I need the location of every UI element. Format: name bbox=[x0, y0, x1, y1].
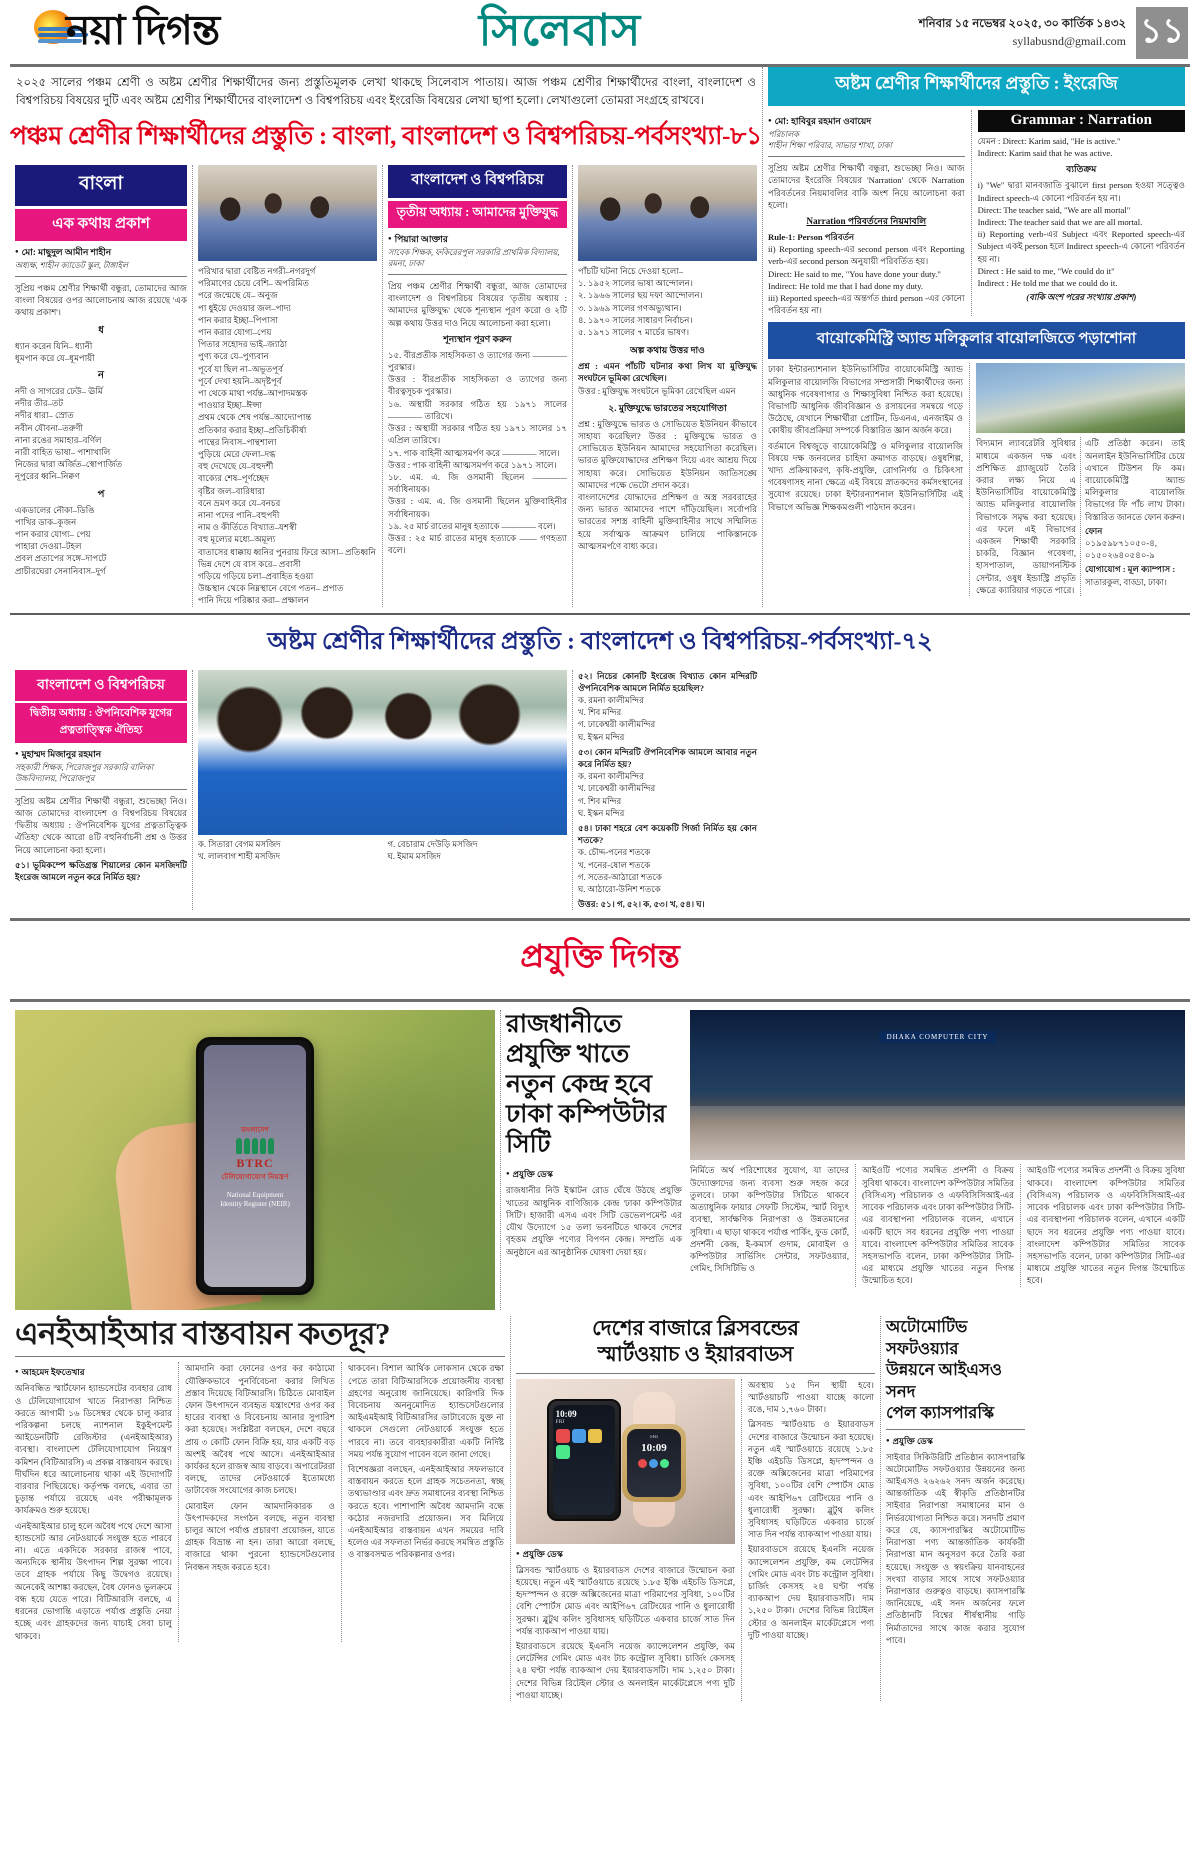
class8-option: ক. সিতারা বেগম মসজিদ bbox=[198, 838, 281, 849]
watch-screen-time: 10:09 bbox=[641, 1442, 667, 1455]
paper-logo bbox=[12, 0, 262, 68]
english-rule1: Rule-1: Person পরিবর্তন bbox=[768, 231, 855, 242]
biochem-phone2: ০১৫০২৬৪০৫৪০-৯ bbox=[1085, 550, 1155, 561]
bangla-item: বৃষ্টির জল–বারিধারা bbox=[198, 485, 265, 496]
bangla-item: পুণ্য করে যে–পুণ্যবান bbox=[198, 351, 269, 362]
english-line: Indirect: Karim said that he was active. bbox=[977, 148, 1113, 159]
dcc-headline: রাজধানীতে প্রযুক্তি খাতে নতুন কেন্দ্র হবে ঢাকা কম্পিউটার সিটি bbox=[506, 1011, 667, 1159]
class8-question: ৫৪। ঢাকা শহরে বেশ কয়েকটি গির্জা নির্মিত হয় কোন শতকে? bbox=[578, 823, 757, 846]
students-photo bbox=[578, 165, 757, 261]
class8-question: ৫২। নিচের কোনটি ইংরেজ বিখ্যাত কোন মন্দিরটি ঔপনিবেশিক আমলে নির্মিত হয়েছিল? bbox=[578, 670, 757, 693]
bangla-item: পরিমাণের চেয়ে বেশি– অপরিমিত bbox=[198, 278, 309, 289]
class5-banner: পঞ্চম শ্রেণীর শিক্ষার্থীদের প্রস্তুতি : বাংলা, বাংলাদেশ ও বিশ্বপরিচয়-পর্বসংখ্যা-৮১ bbox=[10, 122, 762, 150]
biochem-contact-label: যোগাযোগ : মূল ক্যাম্পাস : bbox=[1085, 564, 1176, 575]
class5-region bbox=[10, 67, 762, 607]
class8-bgs-region bbox=[10, 670, 762, 911]
casperski-desk: ● প্রযুক্তি ডেস্ক bbox=[886, 1435, 1025, 1449]
casperski-body: সাইবার সিকিউরিটি প্রতিষ্ঠান ক্যাসপারস্কি অটোমোটিভ সফটওয়্যার উন্নয়নের জন্য আইএসও ২৬২৬২ সনদ অর্জন করেছে। আন্তর্জাতিক এই স্বীকৃতি প্রতিষ্ঠানটির সাইবার নিরাপত্তা সমাধানের মান ও নির্ভরযোগ্যতা নিশ্চিত করে। সনদটি প্রমাণ করে যে, ক্যাসপারস্কির অটোমোটিভ নিরাপত্তা পণ্য আন্তর্জাতিক কার্যকরী নিরাপত্তা মান অনুসরণ করে তৈরি করা হয়েছে। সংযুক্ত ও স্বয়ংক্রিয় যানবাহনের সংখ্যা বাড়ার সাথে সাথে সফটওয়্যার নিরাপত্তার গুরুত্বও বাড়ছে। ক্যাসপারস্কি জানিয়েছে, এই সনদ অর্জনের ফলে প্রতিষ্ঠানটি বিশ্বের শীর্ষস্থানীয় গাড়ি নির্মাতাদের সাথে কাজ করার সুযোগ পাবে। bbox=[886, 1451, 1025, 1645]
class8-option: ঘ. ইস্কন মন্দির bbox=[578, 731, 625, 742]
contact-email: syllabusnd@gmail.com bbox=[1012, 33, 1126, 48]
top-section bbox=[10, 67, 1190, 607]
neir-col1-body: অনিবন্ধিত স্মার্টফোন হ্যান্ডসেটের ব্যবহার রোধ ও টেলিযোগাযোগ খাতে নিরাপত্তা নিশ্চিত করতে আগামী ১৬ ডিসেম্বর থেকে চালু করার পরিকল্পনা চলছে ন্যাশনাল ইকুইপমেন্ট আইডেনটিটি রেজিস্টার (এনইআইআর) ব্যবস্থা। বাংলাদেশ টেলিযোগাযোগ নিয়ন্ত্রণ কমিশন (বিটিআরসি) এ প্রকল্প বাস্তবায়ন করছে। দীর্ঘদিন ধরে আলোচনায় থাকা এই উদ্যোগটি বারবার পিছিয়েছে। কর্তৃপক্ষ বলছে, এবার তা চূড়ান্ত পর্যায়ে রয়েছে এবং পরীক্ষামূলক কার্যক্রমও শুরু হয়েছে। bbox=[15, 1383, 172, 1516]
bangla-item: পানি দিয়ে পরিষ্কার করা– প্রক্ষালন bbox=[198, 595, 309, 606]
neir-col1 bbox=[15, 1362, 178, 1641]
biochem-body2: বর্তমানে বিশ্বজুড়ে বায়োকেমিস্ট্রি ও মলিকুলার বায়োলজি বিষয়ে দক্ষ জনবলের চাহিদা ক্রমাগত বাড়ছে। ওষুধশিল্প, খাদ্য প্রক্রিয়াকরণ, কৃষি-প্রযুক্তি, রোগনির্ণয় ও চিকিৎসা গবেষণাসহ নানা ক্ষেত্রে এই বিষয়ে স্নাতকদের কর্মসংস্থানের সুযোগ রয়েছে। ঢাকা ইন্টারন্যাশনাল ইউনিভার্সিটির এই বিভাগে অভিজ্ঞ শিক্ষকমণ্ডলী পাঠদান করেন। bbox=[768, 440, 963, 512]
smartwatch-body2-dup: ব্লিসবন্ড স্মার্টওয়াচ ও ইয়ারবাডস দেশের বাজারে উন্মোচন করা হয়েছে। নতুন এই স্মার্টওয়াচে রয়েছে ১.৮৫ ইঞ্চি এইচডি ডিসপ্লে, হৃদস্পন্দন ও রক্তে অক্সিজেনের মাত্রা পরিমাপের সুবিধা, ১০০টির বেশি স্পোর্টস মোড এবং আইপি৬৭ রেটিংয়ের পানি ও ধুলারোধী সুরক্ষা। ব্লুটুথ কলিং সুবিধাসহ ঘড়িটিতে একবার চার্জে সাত দিন পর্যন্ত ব্যাকআপ পাওয়া যায়। bbox=[748, 1419, 874, 1540]
bgs-question: ১৫. বীরপ্রতীক সাহসিকতা ও ত্যাগের জন্য ―――― পুরস্কার। bbox=[388, 349, 567, 373]
bangla-item: পুড়িয়ে মেরে ফেলা–দগ্ধ bbox=[198, 448, 276, 459]
bangla-item: নানা রঙের সমাহার–বর্ণিল bbox=[15, 434, 102, 445]
bgs-answer: উত্তর : অস্থায়ী সরকার গঠিত হয় ১৯৭১ সালের ১৭ এপ্রিল তারিখে। bbox=[388, 423, 567, 446]
bangla-item: পা ধুইয়ে দেওয়ার জল–পাদ্য bbox=[198, 302, 291, 313]
tech-banner: প্রযুক্তি দিগন্ত bbox=[520, 938, 680, 975]
smartwatch-photo-col bbox=[516, 1379, 741, 1701]
bangla-item: নবীন যৌবনা–তরুণী bbox=[15, 422, 83, 433]
bangla-item: নদী ও সাগরের ঢেউ– ঊর্মি bbox=[15, 386, 103, 397]
watch-case bbox=[622, 1424, 686, 1502]
bangla-item: ভিন্ন দেশে যে বাস করে– প্রবাসী bbox=[198, 558, 301, 569]
bangla-topic-box: এক কথায় প্রকাশ bbox=[15, 209, 187, 241]
btrc-logo-icon bbox=[236, 1138, 274, 1154]
biochem-region bbox=[768, 322, 1185, 596]
class8-option: ক. রমনা কালীমন্দির bbox=[578, 771, 644, 782]
section-title: সিলেবাস bbox=[478, 5, 642, 55]
bangla-letter: প bbox=[97, 488, 105, 500]
class8-lead: সুপ্রিয় অষ্টম শ্রেণীর শিক্ষার্থী বন্ধুরা, শুভেচ্ছা নিও। আজ তোমাদের বাংলাদেশ ও বিশ্বপরিচয় বিষয়ের 'দ্বিতীয় অধ্যায় : ঔপনিবেশিক যুগের প্রত্নতাত্ত্বিক ঐতিহ্য' থেকে আরো ৪টি বহুনির্বাচনী প্রশ্ন ও উত্তর নিয়ে আলোচনা করা হলো। bbox=[15, 795, 187, 855]
bangla-item: গড়িয়ে গড়িয়ে চলা–প্রবাহিত হওয়া bbox=[198, 571, 314, 582]
smartwatch-headline-l2: স্মার্টওয়াচ ও ইয়ারবাডস bbox=[597, 1342, 794, 1367]
dcc-body-col3 bbox=[1020, 1164, 1185, 1286]
dcc-body3: আইওটি পণ্যের সমন্বিত প্রদর্শনী ও বিক্রয় সুবিধা থাকবে। বাংলাদেশ কম্পিউটার সমিতির (বিসিএস) পরিচালক ও এফবিসিসিআই-এর সাবেক পরিচালক এবং ঢাকা কম্পিউটার সিটি-এর ব্যবস্থাপনা পরিচালক বলেন, এখানে একটি ছাদে সব ধরনের প্রযুক্তি পণ্য পাওয়া যাবে। বাংলাদেশ কম্পিউটার সমিতির সাবেক সহসভাপতি বলেন, ঢাকা কম্পিউটার সিটি-এর মাধ্যমে প্রযুক্তি খাতের নতুন দিগন্ত উন্মোচিত হবে। bbox=[862, 1165, 1014, 1286]
page-number: ১১ bbox=[1136, 7, 1188, 59]
bgs-subject-box: বাংলাদেশ ও বিশ্বপরিচয় bbox=[388, 165, 567, 198]
class8-bgs-col1 bbox=[10, 670, 192, 911]
bangla-item: পরে জন্মেছে যে– অনুজ bbox=[198, 290, 278, 301]
biochem-phone1: ০১৯৫৯৮৭১০৫০-৪, bbox=[1085, 537, 1157, 548]
class8-bgs-photo-col bbox=[192, 670, 572, 911]
class8-option: খ. ঢাকেশ্বরী কালীমন্দির bbox=[578, 783, 656, 794]
bgs-column bbox=[382, 165, 572, 607]
bangla-item: নাম ও কীর্তিতে বিখ্যাত–যশস্বী bbox=[198, 522, 297, 533]
bangla-item: পান করার যোগ্য–পেয় bbox=[198, 326, 272, 337]
watch-screen-day: FRI bbox=[650, 1435, 658, 1441]
bangla-letter: ধ bbox=[98, 324, 104, 336]
bgs-answer: উত্তর : বীরপ্রতীক সাহসিকতা ও ত্যাগের জন্য বীরত্বসূচক পুরস্কার। bbox=[388, 374, 567, 397]
bgs-extra-line: ৫. ১৯৭১ সালের ৭ মার্চের ভাষণ। bbox=[578, 326, 690, 337]
class8-option: গ. ঢাকেশ্বরী কালীমন্দির bbox=[578, 719, 656, 730]
english-right-col bbox=[971, 110, 1185, 316]
bangla-list bbox=[198, 265, 377, 607]
dcc-body-col1 bbox=[690, 1164, 855, 1286]
english-lead: সুপ্রিয় অষ্টম শ্রেণীর শিক্ষার্থী বন্ধুরা, শুভেচ্ছা নিও। আজ তোমাদের ইংরেজি বিষয়ের 'Narration' থেকে Narration পরিবর্তনের নিয়মাবলির বাকি অংশ নিয়ে আলোচনা করা হলো। bbox=[768, 163, 965, 210]
bangla-letter: ন bbox=[98, 370, 104, 382]
class8-option: ঘ. ইমাম মসজিদ bbox=[387, 850, 441, 861]
phone-screen bbox=[204, 1045, 306, 1287]
bgs-answer-list bbox=[578, 265, 757, 552]
bangla-item: পাখির ডাক–কূজন bbox=[15, 516, 77, 527]
class8-option: ক. রমনা কালীমন্দির bbox=[578, 695, 644, 706]
dcc-body-col2 bbox=[855, 1164, 1020, 1286]
bangla-item: পূর্বে যা ছিল না–অভূতপূর্ব bbox=[198, 363, 283, 374]
english-banner: অষ্টম শ্রেণীর শিক্ষার্থীদের প্রস্তুতি : ইংরেজি bbox=[768, 67, 1185, 106]
english-example-direct: Direct: He said to me, "You have done your duty." bbox=[768, 268, 941, 279]
class8-option: ক. চৌদ্দ-পনের শতকে bbox=[578, 847, 651, 858]
bgs-answers-column bbox=[572, 165, 762, 607]
bgs-extra-line: ৩. ১৯৬৯ সালের গণঅভ্যুত্থান। bbox=[578, 302, 682, 313]
class8-option: গ. সতের-আঠারো শতকে bbox=[578, 871, 663, 882]
exception-head: ব্যতিক্রম bbox=[1066, 164, 1097, 175]
bangla-item: প্রাচীরঘেরা সেনানিবাস–দুর্গ bbox=[15, 565, 106, 576]
bgs-answer: উত্তর : এম. এ. জি ওসমানী ছিলেন মুক্তিবাহিনীর সর্বাধিনায়ক। bbox=[388, 496, 567, 519]
bgs-blank-head: শূন্যস্থান পূরণ করুন bbox=[443, 333, 512, 344]
phone-face bbox=[553, 1405, 615, 1515]
bangla-list-column bbox=[192, 165, 382, 607]
watch-time: 10:09 bbox=[555, 1408, 577, 1419]
class8-option: খ. পনের-ষোল শতকে bbox=[578, 859, 651, 870]
btrc-arc-text2: টেলিযোগাযোগ নিয়ন্ত্রণ bbox=[221, 1172, 289, 1181]
biochem-phone-label: ফোন bbox=[1085, 525, 1103, 536]
bgs-col3-head: ২. মুক্তিযুদ্ধে ভারতের সহযোগিতা bbox=[608, 402, 727, 413]
class8-bgs-questions-col bbox=[572, 670, 762, 911]
bangla-item: নদীর তীর–তট bbox=[15, 398, 64, 409]
class8-author-sub: সহকারী শিক্ষক, পিরোজপুর সরকারি বালিকা উচ্চবিদ্যালয়, পিরোজপুর bbox=[15, 762, 154, 783]
neir-col2 bbox=[178, 1362, 341, 1641]
class8-topic-line2: প্রত্নতাত্ত্বিক ঐতিহ্য bbox=[59, 724, 143, 736]
smartwatch-body1: অবস্থায় ১৫ দিন স্থায়ী হবে। স্মার্টওয়াচটি পাওয়া যাচ্ছে কালো রঙে, দাম ১,৭৬০ টাকা। bbox=[748, 1379, 874, 1415]
bangla-column bbox=[10, 165, 192, 607]
english-rules-head: Narration পরিবর্তনের নিয়মাবলি bbox=[806, 215, 927, 226]
class8-bgs-banner: অষ্টম শ্রেণীর শিক্ষার্থীদের প্রস্তুতি : বাংলাদেশ ও বিশ্বপরিচয়-পর্বসংখ্যা-৭২ bbox=[267, 628, 933, 655]
dcc-headline-col bbox=[506, 1010, 690, 1286]
bangla-item: নারী বাহিত ভাষা– পাশাখালি bbox=[15, 447, 111, 458]
class8-subject-box: বাংলাদেশ ও বিশ্বপরিচয় bbox=[15, 670, 187, 701]
tech-divider-bottom bbox=[10, 999, 1190, 1002]
smartwatch-body3: ইয়ারবাডসে রয়েছে ইএনসি নয়েজ ক্যান্সেলেশন প্রযুক্তি, কম লেটেন্সির গেমিং মোড এবং টাচ কন্ট্রোল সুবিধা। চার্জিং কেসসহ ২৪ ঘণ্টা পর্যন্ত ব্যাকআপ দেয় ইয়ারবাডসটি। দাম ১,২৫০ টাকা। দেশের বিভিন্ন রিটেইল স্টোর ও অনলাইন মার্কেটপ্লেসে পণ্য দুটি পাওয়া যাচ্ছে। bbox=[516, 1640, 735, 1700]
tech-top-row bbox=[10, 1010, 1190, 1310]
smartwatch-region bbox=[510, 1316, 880, 1700]
bangla-item: বাতাসের ধাক্কায় ধ্বনির পুনরায় ফিরে আসা– প্রতিধ্বনি bbox=[198, 546, 376, 557]
class8-english-region bbox=[762, 67, 1190, 607]
section-title-wrap bbox=[262, 0, 858, 70]
biochem-col4 bbox=[1080, 437, 1185, 596]
classroom-photo bbox=[198, 165, 377, 261]
bangla-item: প্রথম থেকে শেষ পর্যন্ত–আদ্যোপান্ত bbox=[198, 412, 312, 423]
bangla-item: বহু মূল্যের মধ্যে–অমূল্য bbox=[198, 534, 276, 545]
class8-option: খ. শিব মন্দির bbox=[578, 707, 622, 718]
class8-option: ঘ. আঠারো-উনিশ শতকে bbox=[578, 884, 661, 895]
casperski-headline-l3: পেল ক্যাসপারস্কি bbox=[886, 1403, 994, 1423]
bangla-item: ধ্যান করেন যিনি– ধ্যানী bbox=[15, 340, 93, 351]
class8-option: ঘ. ইস্কন মন্দির bbox=[578, 807, 625, 818]
neir-phone-photo bbox=[15, 1010, 495, 1310]
smartwatch-body3-dup: ইয়ারবাডসে রয়েছে ইএনসি নয়েজ ক্যান্সেলেশন প্রযুক্তি, কম লেটেন্সির গেমিং মোড এবং টাচ কন্ট্রোল সুবিধা। চার্জিং কেসসহ ২৪ ঘণ্টা পর্যন্ত ব্যাকআপ দেয় ইয়ারবাডসটি। দাম ১,২৫০ টাকা। দেশের বিভিন্ন রিটেইল স্টোর ও অনলাইন মার্কেটপ্লেসে পণ্য দুটি পাওয়া যাচ্ছে। bbox=[748, 1544, 874, 1640]
class8-answers: উত্তর: ৫১। গ, ৫২। ক, ৫৩। খ, ৫৪। ঘ। bbox=[578, 899, 705, 910]
casperski-region bbox=[880, 1316, 1030, 1700]
class8-options-left bbox=[198, 838, 383, 862]
smartwatch-desk: ● প্রযুক্তি ডেস্ক bbox=[516, 1548, 735, 1562]
bgs-question: ১৮. এম. এ. জি ওসমানী ছিলেন ―――― সর্বাধিনায়ক। bbox=[388, 471, 567, 495]
english-exception: ii) Reporting verb-এর Subject এবং Reported speech-এর Subject একই person হলে Indirect speech-এ কোনো পরিবর্তন হয় না। bbox=[977, 229, 1185, 264]
smartwatch-text-col bbox=[741, 1379, 874, 1701]
dcc-body2: নির্মিতে অর্থ পরিশোধের সুযোগ, যা তাদের উদ্যোক্তাদের জন্য ব্যবসা শুরু সহজ করে তুলবে। ঢাকা কম্পিউটার সিটিতে থাকবে অত্যাধুনিক ফায়ার সেফটি সিস্টেম, স্মার্ট বিদ্যুৎ ব্যবস্থা, সার্বক্ষণিক নিরাপত্তা ও উন্নতমানের সুবিধা। এ ছাড়া থাকবে পর্যাপ্ত পার্কিং, ফুড কোর্ট, প্রদর্শনী কেন্দ্র, ই-কমার্স গুদাম, মোবাইল ও কম্পিউটার সার্ভিসিং সেন্টার, সফটওয়্যার, গেমিং, সিসিটিভি ও bbox=[690, 1165, 849, 1274]
bgs-extra-line: ২. ১৯৬৬ সালের ছয় দফা আন্দোলন। bbox=[578, 290, 703, 301]
neir-cols bbox=[15, 1362, 505, 1641]
class5-columns bbox=[10, 165, 762, 607]
bangla-author-sub: অধ্যক্ষ, শাহীন ক্যাডেট স্কুল, টাঙ্গাইল bbox=[15, 260, 128, 270]
neir-col1b-body: এনইআইআর চালু হলে অবৈধ পথে দেশে আসা হ্যান্ডসেট আর নেটওয়ার্কে সংযুক্ত হতে পারবে না। এতে একদিকে সরকার রাজস্ব পাবে, অন্যদিকে স্থানীয় উৎপাদন শিল্প সুরক্ষা পাবে। তবে গ্রাহক পর্যায়ে কিছু উদ্বেগও রয়েছে। অনেকেই আশঙ্কা করছেন, বৈধ ফোনও ভুলক্রমে বন্ধ হয়ে যেতে পারে। বিটিআরসি বলছে, এ ধরনের ভোগান্তি এড়াতে পর্যাপ্ত প্রস্তুতি নেয়া হচ্ছে এবং গ্রাহকদের জন্য যাচাই সেবা চালু থাকবে। bbox=[15, 1520, 172, 1641]
bangla-item: উচ্চস্থান থেকে নিম্নস্থানে বেগে পতন– প্রপাত bbox=[198, 583, 344, 594]
masthead-right bbox=[858, 7, 1188, 59]
dcc-photo-col bbox=[690, 1010, 1185, 1286]
bangla-author: ● মো: মাছুদুল আমীন শাহীন bbox=[15, 245, 187, 260]
bangla-item: পান করার ইচ্ছা–পিপাসা bbox=[198, 314, 278, 325]
bangla-lead: সুপ্রিয় পঞ্চম শ্রেণীর শিক্ষার্থী বন্ধুরা, তোমাদের আজ বাংলা বিষয়ের ওপর আলোচনায় আজ রয়েছে 'এক কথায় প্রকাশ'। bbox=[15, 283, 187, 318]
bgs-answer: উত্তর : পাক বাহিনী আত্মসমর্পণ করে ১৯৭১ সালে। bbox=[388, 459, 557, 470]
english-exception: Direct: The teacher said, "We are all mortal" bbox=[977, 204, 1131, 215]
class8-option: খ. লালবাগ শাহী মসজিদ bbox=[198, 850, 281, 861]
tech-bottom-row bbox=[10, 1316, 1190, 1700]
issue-date: শনিবার ১৫ নভেম্বর ২০২৫, ৩০ কার্তিক ১৪৩২ bbox=[918, 17, 1126, 30]
intro-paragraph: ২০২৫ সালের পঞ্চম শ্রেণী ও অষ্টম শ্রেণীর শিক্ষার্থীদের জন্য প্রস্তুতিমূলক লেখা থাকছে সিলেবাস পাতায়। আজ পঞ্চম শ্রেণীর শিক্ষার্থীদের বাংলা, বাংলাদেশ ও বিশ্বপরিচয় বিষয়ের দুটি এবং অষ্টম শ্রেণীর শিক্ষার্থীদের বাংলাদেশ ও বিশ্বপরিচয় এবং ইংরেজি বিষয়ের লেখা ছাপা হলো। লেখাগুলো তোমরা সংগ্রহে রাখবে। bbox=[16, 76, 756, 107]
date-block bbox=[919, 16, 1126, 50]
dhaka-computer-city-region bbox=[500, 1010, 1190, 1310]
bgs-extra-line: ১. ১৯৫২ সালের ভাষা আন্দোলন। bbox=[578, 278, 693, 289]
university-building-photo bbox=[976, 363, 1185, 433]
dcc-event-photo bbox=[690, 1010, 1185, 1160]
class8-option: গ. বেচারাম দেউড়ি মসজিদ bbox=[387, 838, 478, 849]
neir-col3-body: থাকবেন। বিশাল আর্থিক লোকসান থেকে রক্ষা পেতে তারা বিটিআরসিকে প্রয়োজনীয় ব্যবস্থা গ্রহণের অনুরোধ জানিয়েছে। কারিগরি দিক বিবেচনায় অননুমোদিত হ্যান্ডসেটগুলোর আইএমইআই বিটিআরসির ডাটাবেজে যুক্ত না থাকলে সেগুলো নেটওয়ার্কে সংযুক্ত হতে পারবে না। তবে ব্যবহারকারীরা একটি নির্দিষ্ট সময় পর্যন্ত সুযোগ পাবেন বলে জানা গেছে। bbox=[348, 1363, 504, 1459]
bgs-extra-line: ৪. ১৯৭০ সালের সাধারণ নির্বাচন। bbox=[578, 314, 693, 325]
class8-option: গ. শিব মন্দির bbox=[578, 795, 622, 806]
btrc-arc-text: বাংলাদেশ bbox=[240, 1125, 270, 1134]
class8-question: ৫৩। কোন মন্দিরটি ঔপনিবেশিক আমলে আবার নতুন করে নির্মিত হয়? bbox=[578, 746, 757, 770]
watch-day: FRI bbox=[555, 1418, 565, 1425]
bangla-item: পূর্বে দেখা হয়নি–অদৃষ্টপূর্ব bbox=[198, 375, 282, 386]
smartwatch-body2: ব্লিসবন্ড স্মার্টওয়াচ ও ইয়ারবাডস দেশের বাজারে উন্মোচন করা হয়েছে। নতুন এই স্মার্টওয়াচে রয়েছে ১.৮৫ ইঞ্চি এইচডি ডিসপ্লে, হৃদস্পন্দন ও রক্তে অক্সিজেনের মাত্রা পরিমাপের সুবিধা, ১০০টির বেশি স্পোর্টস মোড এবং আইপি৬৭ রেটিংয়ের পানি ও ধুলারোধী সুরক্ষা। ব্লুটুথ কলিং সুবিধাসহ ঘড়িটিতে একবার চার্জে সাত দিন পর্যন্ত ব্যাকআপ পাওয়া যায়। bbox=[516, 1564, 735, 1636]
english-left-col bbox=[768, 110, 971, 316]
biochem-col3 bbox=[976, 437, 1080, 596]
bgs-answer: উত্তর : ২৫ মার্চ রাতের মানুষ হত্যাকে ―― গণহত্যা বলে। bbox=[388, 532, 567, 556]
bangla-item: বনে ভ্রমণ করে যে–বনচর bbox=[198, 497, 281, 508]
class8-question: ৫১। ভূমিকম্পে ক্ষতিগ্রস্ত শিয়ালের কোন মসজিদটি ইংরেজ আমলে নতুন করে নির্মিত হয়? bbox=[15, 859, 187, 882]
bgs-author-sub: সাবেক শিক্ষক, ফকিরেরপুল সরকারি প্রাথমিক বিদ্যালয়, রমনা, ঢাকা bbox=[388, 247, 560, 268]
neir-headline: এনইআইআর বাস্তবায়ন কতদূর? bbox=[15, 1316, 391, 1352]
bangla-item: নিজের দ্বারা অর্জিত–স্বোপার্জিত bbox=[15, 459, 123, 470]
class8-author: ● মুহাম্মদ মিজানুর রহমান bbox=[15, 747, 187, 762]
bangla-item: ধূমপান করে যে–ধূমপায়ী bbox=[15, 352, 95, 363]
bangla-subject-box: বাংলা bbox=[15, 165, 187, 206]
class8-topic-box bbox=[15, 703, 187, 743]
masthead bbox=[10, 0, 1190, 62]
class8-options-row bbox=[198, 838, 567, 862]
bangla-item: নূপুরের ধ্বনি–নিক্বণ bbox=[15, 471, 80, 482]
bangla-item: নানা পদের পানি–বহুপদী bbox=[198, 510, 280, 520]
bgs-col3-body: প্রশ্ন : মুক্তিযুদ্ধে ভারত ও সোভিয়েত ইউনিয়ন কীভাবে সাহায্য করেছিল? উত্তর : মুক্তিযুদ্ধে ভারত ও সোভিয়েত ইউনিয়ন আমাদের সহযোগিতা করেছিল। ভারত মুক্তিযোদ্ধাদের প্রশিক্ষণ দিয়ে এবং আশ্রয় দিয়ে সাহায্য করে। সোভিয়েত ইউনিয়ন জাতিসঙ্ঘে আমাদের পক্ষে ভেটো প্রদান করে। bbox=[578, 418, 757, 490]
english-author-sub2: শাহীন শিক্ষা পরিবার, সাভার শাখা, ঢাকা bbox=[768, 141, 892, 151]
neir-col2-body: আমদানি করা ফোনের ওপর কর কাঠামো যৌক্তিকভাবে পুনর্বিবেচনা করার লিখিত প্রস্তাব দিয়েছে বিটিআরসি। চিঠিতে মোবাইল ফোন উৎপাদনে ব্যবহৃত যন্ত্রাংশের ওপর কর হারের ব্যবস্থা ও বিবেচনায় আনার সুপারিশ করা হয়েছে। সংশ্লিষ্টরা বলছেন, দেশে বছরে প্রায় ৩ কোটি ফোন বিক্রি হয়, যার একটি বড় অংশই অবৈধ পথে আসে। এনইআইআর কার্যকর হলে রাজস্ব আয় বাড়বে। অপারেটররা বলছে, তাদের নেটওয়ার্কে ইতোমধ্যে ডাটাবেজ সংযোগের কাজ চলছে। bbox=[185, 1363, 335, 1496]
btrc-wordmark: BTRC bbox=[236, 1155, 274, 1170]
neir-region bbox=[10, 1316, 510, 1700]
grammar-box: Grammar : Narration bbox=[978, 110, 1185, 132]
biochem-subcols bbox=[976, 437, 1185, 596]
english-rule3: iii) Reported speech-এর অন্তর্গত third person -এর কোনো পরিবর্তন হয় না। bbox=[768, 292, 965, 316]
bgs-question: ১৯. ২৫ মার্চ রাতের মানুষ হত্যাকে ―――― বলে। bbox=[388, 520, 556, 531]
biochem-col1 bbox=[768, 363, 969, 596]
bgs-question: ১৭. পাক বাহিনী আত্মসমর্পণ করে ―――― সালে। bbox=[388, 447, 560, 458]
bangla-item: বহু দেখেছে যে–বহুদর্শী bbox=[198, 461, 274, 472]
dcc-row bbox=[506, 1010, 1185, 1286]
smartwatch-headline-l1: দেশের বাজারে ব্লিসবন্ডের bbox=[592, 1316, 799, 1341]
english-columns bbox=[768, 110, 1185, 316]
bgs-topic-box: তৃতীয় অধ্যায় : আমাদের মুক্তিযুদ্ধ bbox=[388, 201, 567, 228]
bangla-item: পাহারা দেওয়া–টহল bbox=[15, 541, 82, 552]
phone-mockup bbox=[196, 1037, 314, 1295]
neir-byline: ● আহমেদ ইফতেখার bbox=[15, 1366, 172, 1380]
biochem-col2 bbox=[969, 363, 1185, 596]
neir-photo-wrap bbox=[10, 1010, 500, 1310]
neir-col3 bbox=[341, 1362, 504, 1641]
bangla-item: পাওয়ার ইচ্ছা–ঈপ্সা bbox=[198, 400, 263, 411]
bangla-groups bbox=[15, 323, 187, 577]
neir-col3b-body: বিশেষজ্ঞরা বলছেন, এনইআইআর সফলভাবে বাস্তবায়ন করতে হলে গ্রাহক সচেতনতা, স্বচ্ছ তথ্যভাণ্ডার এবং দ্রুত সমাধানের ব্যবস্থা নিশ্চিত করতে হবে। পাশাপাশি অবৈধ আমদানি বন্ধে কঠোর নজরদারি প্রয়োজন। সব মিলিয়ে এনইআইআর বাস্তবায়ন এখন সময়ের দাবি হলেও এর সফলতা নির্ভর করছে সমন্বিত প্রস্তুতি ও বাস্তবসম্মত পরিকল্পনার ওপর। bbox=[348, 1464, 504, 1560]
bgs-author: ● পিয়ারা আক্তার bbox=[388, 232, 567, 247]
paper-name: নয়া দিগন্ত bbox=[66, 6, 220, 53]
class8-students-photo bbox=[198, 670, 567, 835]
class8-topic-line1: দ্বিতীয় অধ্যায় : ঔপনিবেশিক যুগের bbox=[29, 707, 173, 719]
bangla-item: পিতার সহোদর ভাই–জ্যাঠা bbox=[198, 339, 288, 350]
english-exception: i) "We" দ্বারা মানবজাতি বুঝালে first person হওয়া সত্ত্বেও Indirect speech-এ কোনো পরিবর্তন হয় না। bbox=[977, 180, 1185, 203]
smartwatch-product-photo bbox=[516, 1379, 735, 1544]
casperski-headline-l2: উন্নয়নে আইএসও সনদ bbox=[886, 1360, 1003, 1401]
smartwatch-cols bbox=[516, 1379, 875, 1701]
event-banner-text: DHAKA COMPUTER CITY bbox=[879, 1031, 997, 1043]
smartwatch-device bbox=[608, 1392, 700, 1527]
english-line: যেমন : Direct: Karim said, "He is active." bbox=[977, 136, 1121, 146]
bangla-item: নদীর ধারা– স্রোত bbox=[15, 410, 74, 421]
english-exception: Direct : He said to me, "We could do it" bbox=[977, 265, 1115, 276]
bgs-short-head: অল্প কথায় উত্তর দাও bbox=[630, 345, 705, 356]
bgs-extra-line: পাঁচটি ঘটনা নিচে দেওয়া হলো– bbox=[578, 265, 684, 276]
bangla-item: প্রতিকার করার ইচ্ছা–প্রতিচিকীর্ষা bbox=[198, 424, 307, 435]
class8-options-right bbox=[383, 838, 568, 862]
bangla-item: পান করার যোগ্য– পেয় bbox=[15, 529, 91, 540]
english-exception: Indirect : He told me that we could do it. bbox=[977, 278, 1118, 289]
biochem-contact-addr: সাতারকুল, বাড্ডা, ঢাকা। bbox=[1085, 576, 1167, 587]
neir-label: National Equipment Identity Register (NEIR) bbox=[220, 1190, 290, 1208]
watch-screen bbox=[627, 1429, 681, 1497]
casperski-headline-l1: অটোমোটিভ সফটওয়্যার bbox=[886, 1317, 968, 1358]
biochem-body3: বিদ্যমান ল্যাবরেটরি সুবিধার মাধ্যমে একজন দক্ষ এবং প্রশিক্ষিত গ্র্যাজুয়েট তৈরি করার লক্ষ্য নিয়ে এ ইউনিভার্সিটির বায়োকেমিস্ট্রি অ্যান্ড মলিকুলার বায়োলজি বিভাগকে সমৃদ্ধ করা হয়েছে। এর ফলে এই বিভাগের একজন শিক্ষার্থী সরকারি চাকরি, বিজ্ঞান গবেষণা, হাসপাতাল, ডায়াগনস্টিক সেন্টার, ওষুধ ইন্ডাস্ট্রি প্রভৃতি ক্ষেত্রে ক্যারিয়ার গড়তে পারে। bbox=[976, 438, 1076, 595]
bgs-short-answer: উত্তর : মুক্তিযুদ্ধ সংঘটনে ভূমিকা রেখেছিল এমন bbox=[578, 385, 736, 396]
bangla-item: পা থেকে মাথা পর্যন্ত–আপাদমস্তক bbox=[198, 387, 308, 398]
dcc-desk: ● প্রযুক্তি ডেস্ক bbox=[506, 1168, 682, 1182]
biochem-body4: এটি প্রতিষ্ঠা করেন। তাই অনলাইন ইউনিভার্সিটির চেয়ে এখানে টিউশন ফি কম। বায়োকেমিস্ট্রি অ্যান্ড মলিকুলার বায়োলজি বিভাগের ফি পাঁচ লাখ টাকা। বিস্তারিত জানতে ফোন করুন। bbox=[1085, 438, 1185, 522]
english-author-sub1: পরিচালক bbox=[768, 130, 800, 139]
dcc-body3-dup: আইওটি পণ্যের সমন্বিত প্রদর্শনী ও বিক্রয় সুবিধা থাকবে। বাংলাদেশ কম্পিউটার সমিতির (বিসিএস) পরিচালক ও এফবিসিসিআই-এর সাবেক পরিচালক এবং ঢাকা কম্পিউটার সিটি-এর ব্যবস্থাপনা পরিচালক বলেন, এখানে একটি ছাদে সব ধরনের প্রযুক্তি পণ্য পাওয়া যাবে। বাংলাদেশ কম্পিউটার সমিতির সাবেক সহসভাপতি বলেন, ঢাকা কম্পিউটার সিটি-এর মাধ্যমে প্রযুক্তি খাতের নতুন দিগন্ত উন্মোচিত হবে। bbox=[1027, 1165, 1185, 1286]
bangla-item: একডালের নৌকা–ডিঙি bbox=[15, 504, 95, 515]
dcc-body1: রাজধানীর নিউ ইস্কাটন রোড ঘেঁষে উঠছে প্রযুক্তি খাতের আধুনিক বাণিজ্যিক কেন্দ্র 'ঢাকা কম্পিউটার সিটি'। হাজারী এসএ এবং সিটি ডেভেলপমেন্ট এর যৌথ উদ্যোগে ১৫ তলা ভবনটিতে থাকবে দেশের বৃহত্তম প্রযুক্তি পণ্যের বিপণন কেন্দ্র। সম্প্রতি এক অনুষ্ঠানে এর আনুষ্ঠানিক ঘোষণা দেয়া হয়। bbox=[506, 1185, 682, 1257]
bgs-lead: প্রিয় পঞ্চম শ্রেণীর শিক্ষার্থী বন্ধুরা, আজ তোমাদের বাংলাদেশ ও বিশ্বপরিচয় বিষয়ের 'তৃতীয় অধ্যায় : আমাদের মুক্তিযুদ্ধ' থেকে শূন্যস্থান পূরণ করো ও ২টি অল্প কথায় উত্তর দাও নিয়ে আলোচনা করা হলো। bbox=[388, 281, 567, 328]
neir-col2b-body: মোবাইল ফোন আমদানিকারক ও উৎপাদকদের সংগঠন বলছে, নতুন ব্যবস্থা চালুর আগে পর্যাপ্ত প্রচারণা প্রয়োজন, যাতে গ্রাহক বিভ্রান্ত না হন। তারা আরো বলছে, বাজারে থাকা পুরনো হ্যান্ডসেটগুলোর নিবন্ধন সহজ করতে হবে। bbox=[185, 1500, 335, 1572]
bangla-item: প্রবল প্রতাপের সঙ্গে–দাপটে bbox=[15, 553, 107, 564]
bgs-col4-body: বাংলাদেশের যোদ্ধাদের প্রশিক্ষণ ও অস্ত্র সরবরাহের জন্য ভারত আমাদের পাশে দাঁড়িয়েছিল। সর্বোপরি ভারতের সশস্ত্র বাহিনী মুক্তিবাহিনীর সাথে সম্মিলিত হয়ে সর্বাত্মক আক্রমণ চালিয়ে পাকিস্তানকে আত্মসমর্পণে বাধ্য করে। bbox=[578, 491, 757, 551]
bangla-item: পরিখার দ্বারা বেষ্টিত নগরী–নগরদুর্গ bbox=[198, 265, 316, 276]
bgs-short-question: প্রশ্ন : এমন পাঁচটি ঘটনার কথা লিখ যা মুক্তিযুদ্ধ সংঘটনে ভূমিকা রেখেছিল। bbox=[578, 361, 757, 384]
english-rule-body: ii) Reporting speech-এর second person এবং Reporting verb-এর second person অনুযায়ী পরিবর্তিত হয়। bbox=[768, 244, 965, 267]
english-example-indirect: Indirect: He told me that I had done my duty. bbox=[768, 280, 924, 291]
bangla-item: বাক্যের শেষ–পূর্ণচ্ছেদ bbox=[198, 473, 269, 484]
dcc-body-cols bbox=[690, 1164, 1185, 1286]
biochem-columns bbox=[768, 363, 1185, 596]
english-exception: Indirect: The teacher said that we are all mortal. bbox=[977, 217, 1143, 228]
bangla-item: পান্থের নিবাস–পান্থশালা bbox=[198, 436, 277, 447]
biochem-body1: ঢাকা ইন্টারন্যাশনাল ইউনিভার্সিটির বায়োকেমিস্ট্রি অ্যান্ড মলিকুলার বায়োলজি বিভাগের সম্প্রসারী শিক্ষার্থীদের জন্য আধুনিক গবেষণাগার ও শিক্ষাসুবিধা নিশ্চিত করা হয়েছে। বিভাগটি আধুনিক জীববিজ্ঞান ও রসায়নের সমন্বয়ে গড়ে উঠেছে, যেখানে শিক্ষার্থীরা প্রোটিন, ডিএনএ, এনজাইম ও কোষীয় জীবপ্রক্রিয়া সম্পর্কে বিস্তারিত জ্ঞান অর্জন করে। bbox=[768, 364, 963, 436]
english-author: ● মো: হাবিবুর রহমান ওবায়েদ bbox=[768, 114, 965, 129]
biochem-banner: বায়োকেমিস্ট্রি অ্যান্ড মলিকুলার বায়োলজিতে পড়াশোনা bbox=[768, 322, 1185, 359]
bgs-question: ১৬. অস্থায়ী সরকার গঠিত হয় ১৯৭১ সালের ―――― তারিখে। bbox=[388, 398, 567, 421]
english-continued: (বাকি অংশ পরের সংখ্যায় প্রকাশ) bbox=[1026, 292, 1137, 303]
